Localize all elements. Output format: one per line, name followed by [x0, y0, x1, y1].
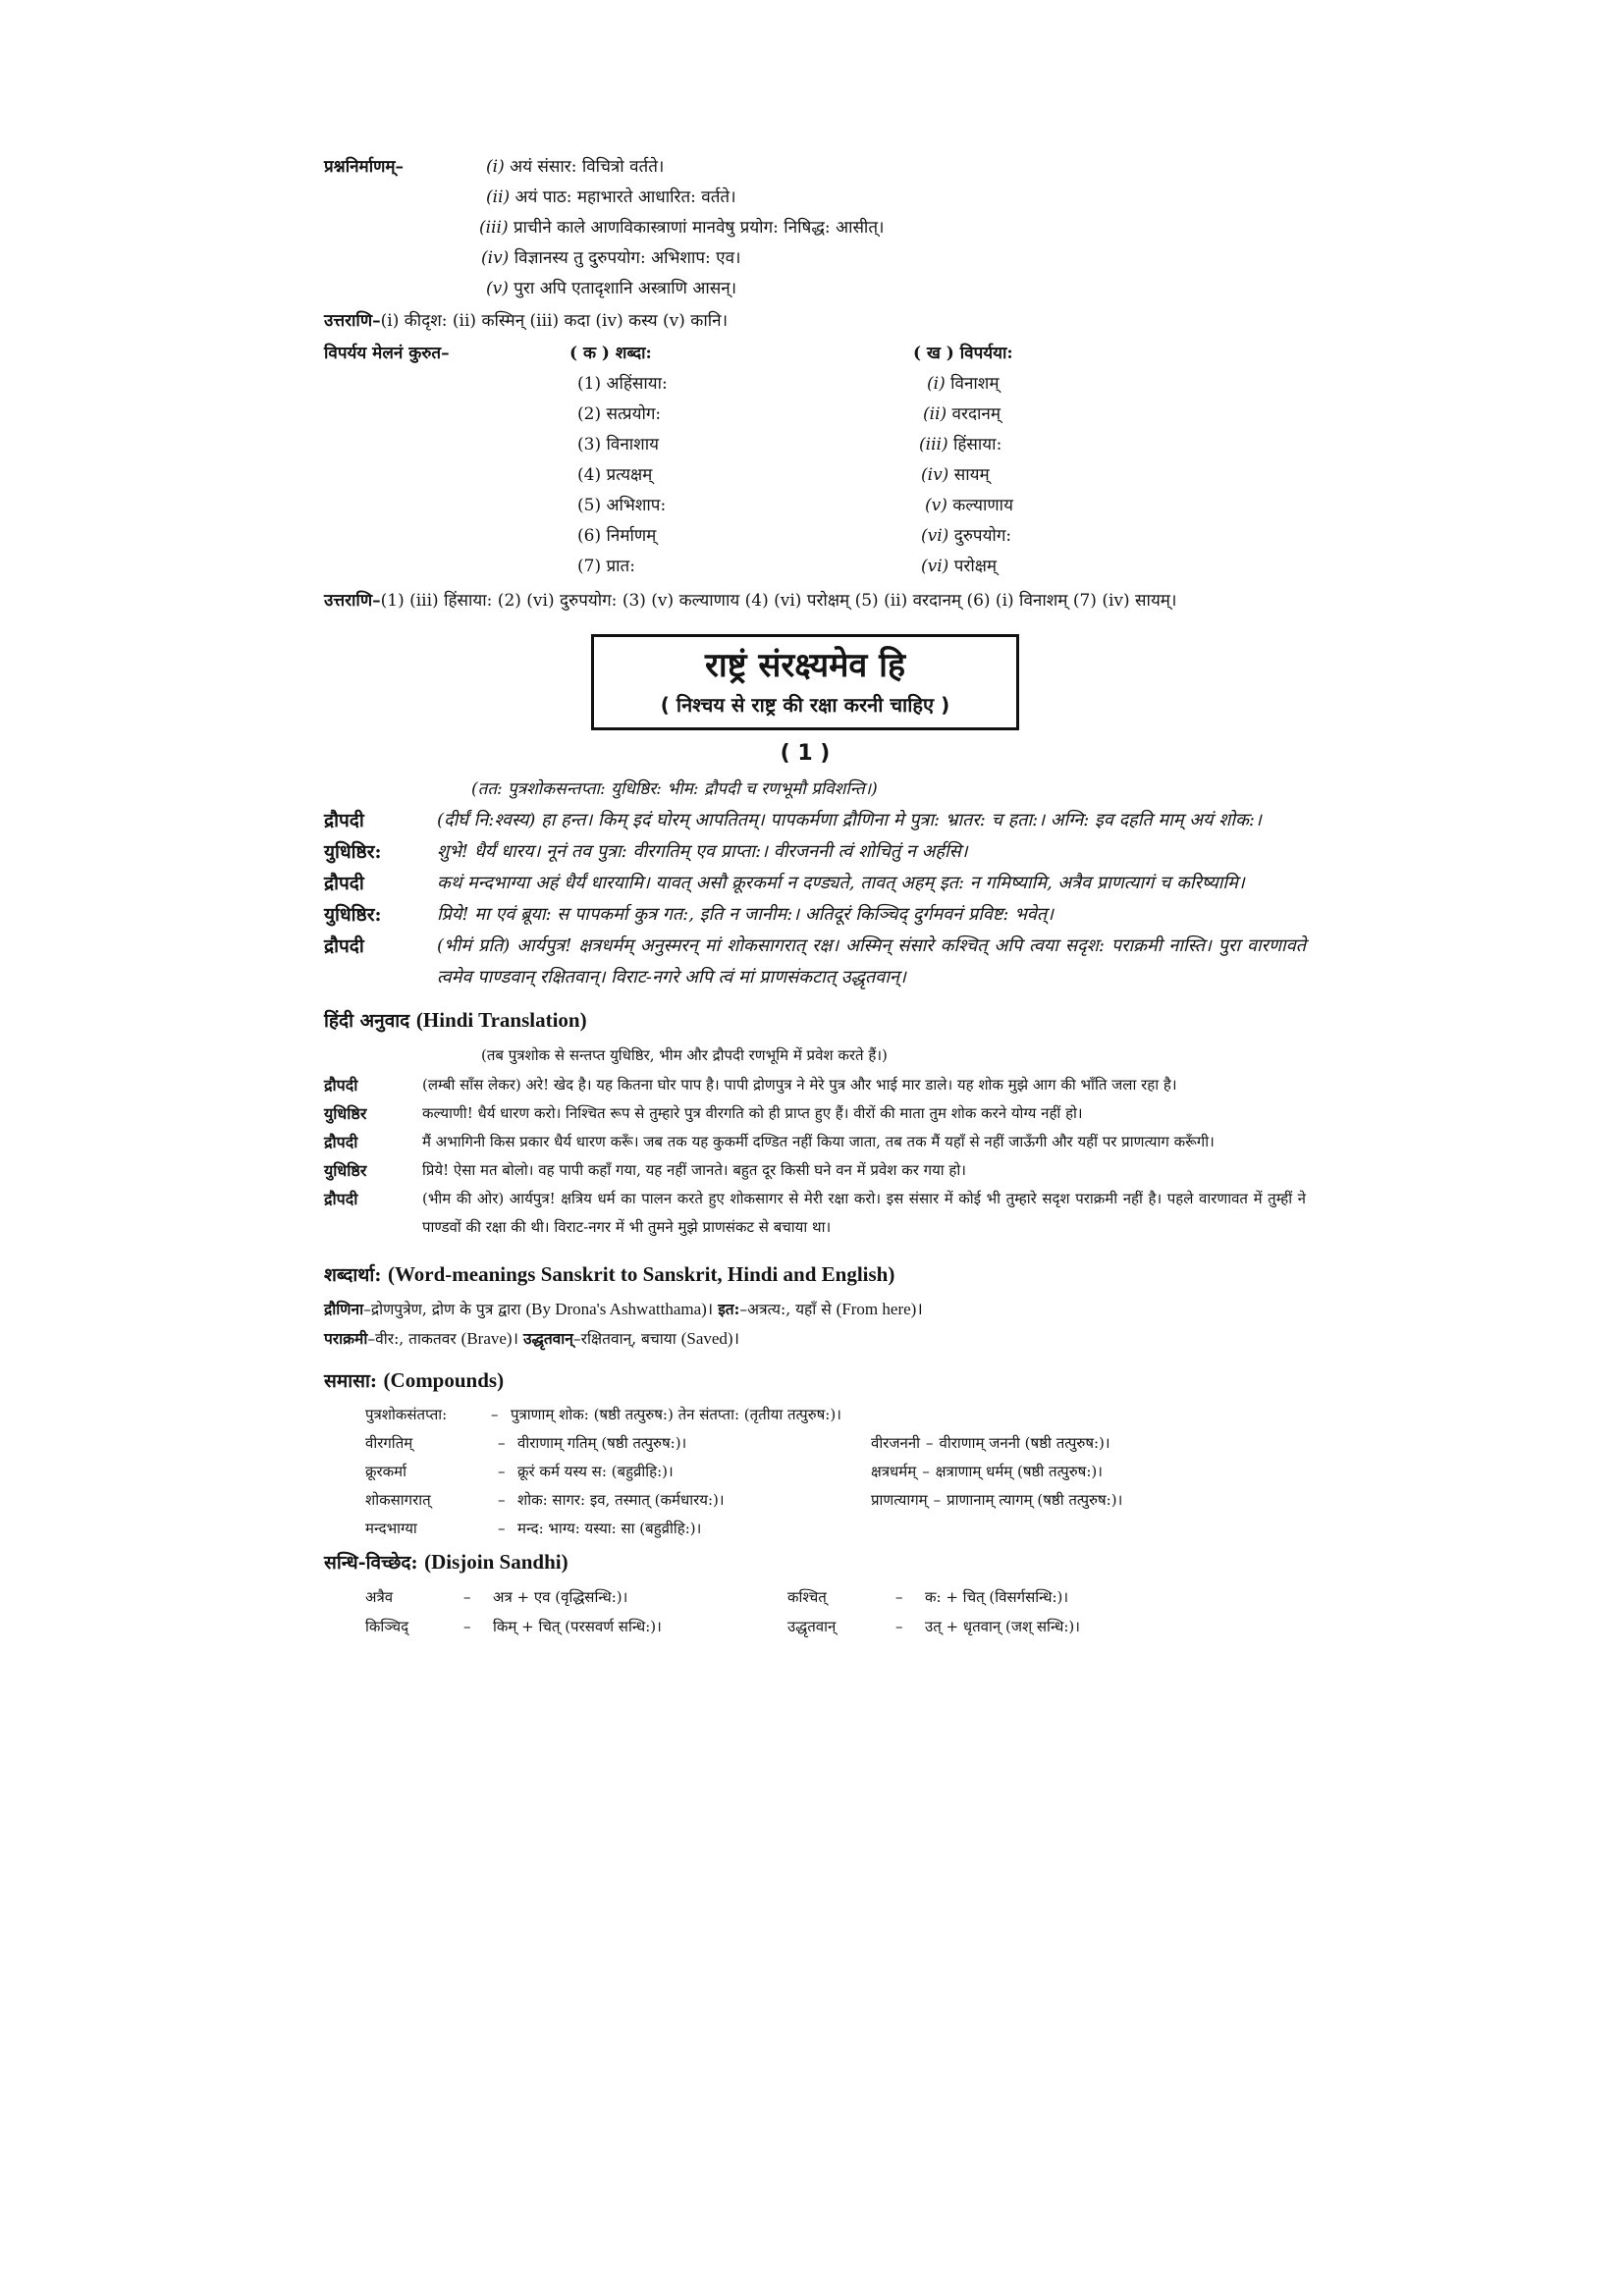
meaning: –रक्षितवान्, बचाया	[572, 1330, 676, 1348]
stage-direction: (तत: पुत्रशोकसन्तप्ता: युधिष्ठिर: भीम: द्रौपदी च रणभूमौ प्रविशन्ति।)	[471, 779, 878, 799]
compound-analysis: क्रूरं कर्म यस्य स: (बहुव्रीहि:)।	[517, 1463, 674, 1480]
dash: –	[498, 1434, 506, 1452]
english-gloss: (Brave)।	[460, 1329, 519, 1348]
answers-line	[324, 306, 1306, 337]
column-a-cell: (4) प्रत्यक्षम्	[577, 465, 653, 485]
compound-word: मन्दभाग्या	[365, 1520, 417, 1537]
compound-word: प्राणत्यागम्	[871, 1491, 928, 1509]
question-item	[324, 183, 1306, 213]
speech-text: (लम्बी साँस लेकर) अरे! खेद है। यह कितना घोर पाप है। पापी द्रोणपुत्र ने मेरे पुत्र और भाई मार डाले। यह शोक मुझे आग की भाँति जला रहा है।	[422, 1076, 1177, 1094]
sanskrit-dialogue	[324, 774, 1306, 993]
word-meaning-line	[324, 1295, 1306, 1324]
compound-analysis: वीराणाम् गतिम् (षष्ठी तत्पुरुष:)।	[517, 1434, 687, 1452]
dialogue-line	[324, 836, 1306, 868]
column-b-cell: (v) कल्याणाय	[925, 496, 1013, 515]
meaning: –अत्रत्य:, यहाँ से	[739, 1301, 832, 1318]
item-text: अयं संसार: विचित्रो वर्तते।	[510, 157, 665, 177]
answers-text: (i) कीदृश: (ii) कस्मिन् (iii) कदा (iv) कस्य (v) कानि।	[380, 311, 729, 331]
compounds	[324, 1365, 1306, 1543]
sandhi-word: उद्धृतवान्	[787, 1618, 837, 1635]
sandhi-word: किञ्चिद्	[365, 1618, 409, 1635]
compound-analysis: मन्द: भाग्य: यस्या: सा (बहुव्रीहि:)।	[517, 1520, 702, 1537]
word-meaning-line	[324, 1324, 1306, 1354]
speaker-name: युधिष्ठिर	[324, 1161, 367, 1180]
meaning: –द्रोणपुत्रेण, द्रोण के पुत्र द्वारा	[363, 1301, 521, 1318]
dash: –	[491, 1406, 499, 1423]
compound-row	[365, 1515, 1306, 1543]
speech-text: प्रिये! मा एवं ब्रूया: स पापकर्मा कुत्र गत:, इति न जानीम:। अतिदूरं किञ्चिद् दुर्गमवनं प्रविष्ट: भवेत्।	[437, 904, 1054, 925]
question-item	[324, 213, 1306, 243]
compound-row	[365, 1429, 1306, 1458]
speech-text: कल्याणी! धैर्य धारण करो। निश्चित रूप से तुम्हारे पुत्र वीरगति को ही प्राप्त हुए हैं। वीरों की माता तुम शोक करने योग्य नहीं हो।	[422, 1104, 1083, 1122]
document-page	[324, 152, 1306, 1641]
answers-label: उत्तराणि–	[324, 591, 381, 611]
dash: –	[463, 1588, 471, 1606]
speaker-name: द्रौपदी	[324, 1133, 358, 1151]
question-item	[324, 243, 1306, 274]
dialogue-line	[324, 1071, 1306, 1099]
heading-hindi: शब्दार्था:	[324, 1264, 382, 1286]
dialogue-line	[324, 1156, 1306, 1185]
item-text: विज्ञानस्य तु दुरुपयोग: अभिशाप: एव।	[514, 248, 741, 268]
item-text: प्राचीने काले आणविकास्त्राणां मानवेषु प्रयोग: निषिद्ध: आसीत्।	[513, 218, 885, 238]
speaker-name: युधिष्ठिर:	[324, 904, 382, 926]
answers-text: (1) (iii) हिंसाया: (2) (vi) दुरुपयोग: (3) (v) कल्याणाय (4) (vi) परोक्षम् (5) (ii) वरदानम् (6) (i) विनाशम् (7) (iv) सायम्।	[380, 591, 1177, 611]
dialogue-line	[324, 931, 1306, 993]
match-table	[324, 339, 1306, 582]
meaning: –वीर:, ताकतवर	[367, 1330, 457, 1348]
section-heading	[324, 1259, 1306, 1291]
compound-word: क्षत्रधर्मम्	[871, 1463, 917, 1480]
dialogue-line	[324, 1185, 1306, 1242]
speaker-name: द्रौपदी	[324, 873, 364, 894]
speaker-name: युधिष्ठिर:	[324, 841, 382, 863]
lesson-subtitle: ( निश्चय से राष्ट्र की रक्षा करनी चाहिए )	[660, 693, 950, 717]
answers-line	[324, 586, 1306, 616]
hindi-translation	[324, 1005, 1306, 1242]
column-b-cell: (i) विनाशम्	[927, 374, 1000, 394]
term: द्रौणिना	[324, 1300, 364, 1318]
english-gloss: (By Drona's Ashwatthama)।	[525, 1300, 714, 1318]
column-a-cell: (6) निर्माणम्	[577, 526, 657, 546]
sandhi-word: कश्चित्	[787, 1588, 827, 1606]
word-meanings	[324, 1259, 1306, 1354]
dash: –	[498, 1463, 506, 1480]
compound-analysis: प्राणानाम् त्यागम् (षष्ठी तत्पुरुष:)।	[947, 1491, 1123, 1509]
heading-english: (Word-meanings Sanskrit to Sanskrit, Hindi and English)	[387, 1262, 895, 1286]
speech-text: कथं मन्दभाग्या अहं धैर्यं धारयामि। यावत् असौ क्रूरकर्मा न दण्ड्यते, तावत् अहम् इत: न गमिष्यामि, अत्रैव प्राणत्यागं च करिष्यामि।	[437, 873, 1245, 893]
question-formation-section	[324, 152, 1306, 337]
speech-text: शुभे! धैर्यं धारय। नूनं तव पुत्रा: वीरगतिम् एव प्राप्ता:। वीरजननी त्वं शोचितुं न अर्हसि।	[437, 841, 968, 862]
sandhi-disjoin	[324, 1547, 1306, 1641]
heading-hindi: सन्धि-विच्छेद:	[324, 1552, 418, 1574]
compound-analysis: क्षत्राणाम् धर्मम् (षष्ठी तत्पुरुष:)।	[935, 1463, 1103, 1480]
sandhi-split: उत् + धृतवान् (जश् सन्धि:)।	[925, 1618, 1080, 1635]
speech-text: (दीर्घं नि:श्वस्य) हा हन्त। किम् इदं घोरम् आपतितम्। पापकर्मणा द्रौणिना मे पुत्रा: भ्रातर: च हता:। अग्नि: इव दहति माम् अयं शोक:।	[437, 810, 1262, 830]
stage-direction: (तब पुत्रशोक से सन्तप्त युधिष्ठिर, भीम और द्रौपदी रणभूमि में प्रवेश करते हैं।)	[481, 1046, 888, 1064]
dash: –	[922, 1463, 930, 1480]
sandhi-row	[365, 1612, 1306, 1641]
dash: –	[498, 1520, 506, 1537]
dialogue-line	[324, 899, 1306, 931]
heading-english: (Compounds)	[383, 1368, 505, 1392]
compound-analysis: वीराणाम् जननी (षष्ठी तत्पुरुष:)।	[939, 1434, 1110, 1452]
section-heading	[324, 1547, 1306, 1578]
speaker-name: युधिष्ठिर	[324, 1104, 367, 1123]
column-a-heading: ( क ) शब्दा:	[569, 344, 652, 363]
sandhi-word: अत्रैव	[365, 1588, 394, 1606]
item-text: पुरा अपि एतादृशानि अस्त्राणि आसन्।	[514, 279, 737, 298]
english-gloss: (From here)।	[836, 1300, 923, 1318]
dash: –	[895, 1588, 903, 1606]
dash: –	[498, 1491, 506, 1509]
sandhi-split: अत्र + एव (वृद्धिसन्धि:)।	[493, 1588, 628, 1606]
compound-analysis: शोक: सागर: इव, तस्मात् (कर्मधारय:)।	[517, 1491, 725, 1509]
question-item	[324, 152, 1306, 183]
english-gloss: (Saved)।	[680, 1329, 740, 1348]
compound-word: पुत्रशोकसंतप्ता:	[365, 1406, 448, 1423]
compound-word: शोकसागरात्	[365, 1491, 431, 1509]
compound-row	[365, 1401, 1306, 1429]
heading-hindi: समासा:	[324, 1370, 377, 1392]
section-heading	[324, 1365, 1306, 1397]
dash: –	[926, 1434, 934, 1452]
column-a-cell: (7) प्रात:	[577, 557, 635, 576]
speech-text: (भीमं प्रति) आर्यपुत्र! क्षत्रधर्मम् अनुस्मरन् मां शोकसागरात् रक्ष। अस्मिन् संसारे कश्चित् अपि त्वया सदृश: पराक्रमी नास्ति। पुरा वारणावते त्वमेव पाण्डवान् रक्षितवान्। विराट-नगरे अपि त्वं मां प्राणसंकटात् उद्धृतवान्।	[437, 935, 1306, 988]
term: उद्धृतवान्	[522, 1329, 573, 1348]
dialogue-line	[324, 1128, 1306, 1156]
dialogue-line	[324, 868, 1306, 899]
item-number: (v)	[486, 279, 509, 298]
dash: –	[463, 1618, 471, 1635]
speaker-name: द्रौपदी	[324, 1076, 358, 1095]
antonym-match-section	[324, 339, 1306, 616]
heading-english: (Hindi Translation)	[415, 1008, 587, 1032]
lesson-title-box	[591, 634, 1019, 730]
column-b-cell: (vi) परोक्षम्	[921, 557, 998, 576]
dash: –	[895, 1618, 903, 1635]
item-text: अयं पाठ: महाभारते आधारित: वर्तते।	[514, 187, 736, 207]
heading-hindi: हिंदी अनुवाद	[324, 1010, 410, 1032]
item-number: (ii)	[486, 187, 511, 207]
question-formation-label: प्रश्ननिर्माणम्–	[324, 157, 405, 177]
compound-word: वीरगतिम्	[365, 1434, 413, 1452]
dialogue-line	[324, 1099, 1306, 1128]
column-b-heading: ( ख ) विपर्यया:	[913, 344, 1013, 363]
dialogue-line	[324, 805, 1306, 836]
item-number: (iv)	[481, 248, 510, 268]
sandhi-row	[365, 1582, 1306, 1612]
compounds-table	[365, 1401, 1306, 1543]
term: पराक्रमी	[324, 1329, 368, 1348]
sandhi-table	[365, 1582, 1306, 1641]
column-a-cell: (3) विनाशाय	[577, 435, 660, 454]
answers-label: उत्तराणि–	[324, 311, 381, 331]
compound-row	[365, 1486, 1306, 1515]
dash: –	[933, 1491, 942, 1509]
speaker-name: द्रौपदी	[324, 1190, 358, 1208]
lesson-title: राष्ट्रं संरक्ष्यमेव हि	[704, 646, 906, 685]
sandhi-split: किम् + चित् (परसवर्ण सन्धि:)।	[493, 1618, 662, 1635]
heading-english: (Disjoin Sandhi)	[424, 1550, 568, 1574]
column-b-cell: (iv) सायम्	[921, 465, 990, 485]
speaker-name: द्रौपदी	[324, 810, 364, 831]
speech-text: मैं अभागिनी किस प्रकार धैर्य धारण करूँ। जब तक यह कुकर्मी दण्डित नहीं किया जाता, तब तक मैं यहाँ से नहीं जाऊँगी और यहीं पर प्राणत्याग करूँगी।	[422, 1133, 1215, 1150]
part-number: ( 1 )	[780, 741, 831, 766]
column-b-cell: (iii) हिंसाया:	[919, 435, 1002, 454]
column-b-cell: (vi) दुरुपयोग:	[921, 526, 1012, 546]
compound-word: क्रूरकर्मा	[365, 1463, 407, 1480]
compound-row	[365, 1458, 1306, 1486]
item-number: (i)	[486, 157, 505, 177]
speech-text: प्रिये! ऐसा मत बोलो। वह पापी कहाँ गया, यह नहीं जानते। बहुत दूर किसी घने वन में प्रवेश कर गया हो।	[422, 1161, 966, 1179]
question-item	[324, 274, 1306, 304]
column-a-cell: (2) सत्प्रयोग:	[577, 404, 662, 424]
item-number: (iii)	[479, 218, 509, 238]
term: इत:	[718, 1300, 740, 1318]
match-label: विपर्यय मेलनं कुरुत–	[324, 344, 450, 363]
speech-text: (भीम की ओर) आर्यपुत्र! क्षत्रिय धर्म का पालन करते हुए शोकसागर से मेरी रक्षा करो। इस संसार में कोई भी तुम्हारे सदृश पराक्रमी नहीं है। पहले वारणावत में तुम्हीं ने पाण्डवों की रक्षा की थी। विराट-नगर में भी तुमने मुझे प्राणसंकट से बचाया था।	[422, 1190, 1306, 1236]
column-a-cell: (5) अभिशाप:	[577, 496, 667, 515]
compound-analysis: पुत्राणाम् शोक: (षष्ठी तत्पुरुष:) तेन संतप्ता: (तृतीया तत्पुरुष:)।	[511, 1406, 841, 1423]
column-a-cell: (1) अहिंसाया:	[577, 374, 668, 394]
section-heading	[324, 1005, 1306, 1037]
sandhi-split: क: + चित् (विसर्गसन्धि:)।	[925, 1588, 1069, 1606]
speaker-name: द्रौपदी	[324, 935, 364, 957]
column-b-cell: (ii) वरदानम्	[923, 404, 1001, 424]
compound-word: वीरजननी	[871, 1434, 921, 1452]
